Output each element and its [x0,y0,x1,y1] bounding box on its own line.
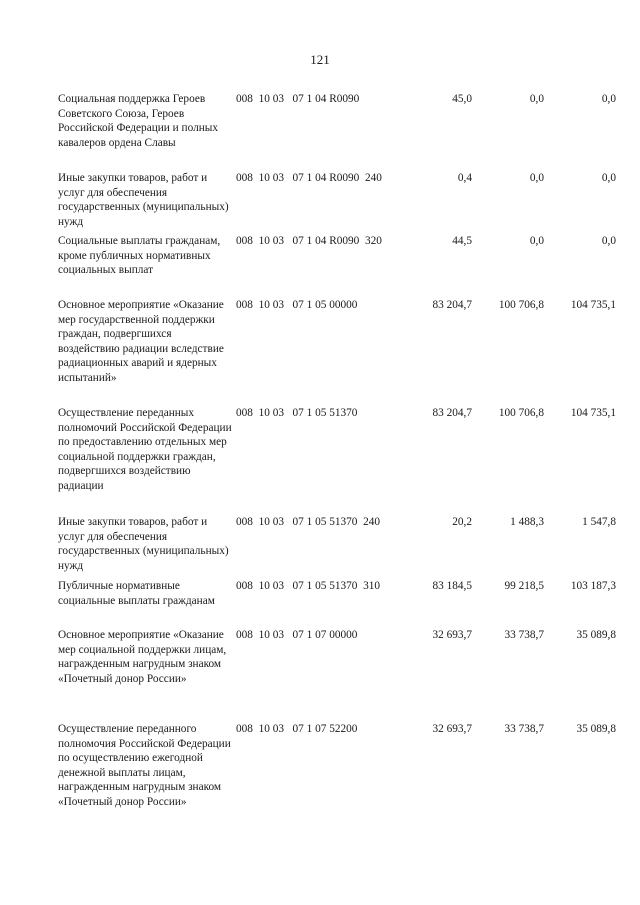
row-code: 008 10 03 07 1 04 R0090 240 [236,172,382,184]
row-value-2: 33 738,7 [504,723,544,735]
row-code: 008 10 03 07 1 07 00000 [236,629,358,641]
row-value-2: 1 488,3 [510,516,544,528]
page-number: 121 [310,52,330,67]
row-code: 008 10 03 07 1 04 R0090 [236,93,360,105]
row-value-3: 0,0 [601,235,616,247]
row-value-1: 83 204,7 [432,407,472,419]
row-value-1: 32 693,7 [432,723,472,735]
row-name: Осуществление переданных полномочий Российской Федерации по предоставлению отдельных мер социальной поддержки граждан, подвергшихся воздействию радиации [58,407,232,492]
row-value-3: 35 089,8 [576,629,616,641]
row-name: Основное мероприятие «Оказание мер социальной поддержки лицам, награжденным нагрудным знаком «Почетный донор России» [58,629,227,685]
row-name: Основное мероприятие «Оказание мер государственной поддержки граждан, подвергшихся воздействию радиации вследствие радиационных аварий и ядерных испытаний» [58,299,224,384]
row-name: Осуществление переданного полномочия Российской Федерации по осуществлению ежегодной денежной выплаты лицам, награжденным нагрудным знаком «Почетный донор России» [58,723,231,808]
row-value-3: 104 735,1 [570,299,616,311]
row-value-1: 20,2 [452,516,472,528]
row-value-1: 0,4 [457,172,472,184]
row-name: Социальная поддержка Героев Советского Союза, Героев Российской Федерации и полных кавалеров ордена Славы [58,93,219,149]
row-value-2: 100 706,8 [498,299,544,311]
row-value-1: 83 204,7 [432,299,472,311]
row-value-3: 0,0 [601,172,616,184]
row-name: Иные закупки товаров, работ и услуг для обеспечения государственных (муниципальных) нужд [58,516,229,572]
row-code: 008 10 03 07 1 05 51370 240 [236,516,381,528]
row-value-2: 100 706,8 [498,407,544,419]
row-code: 008 10 03 07 1 05 00000 [236,299,358,311]
row-value-3: 35 089,8 [576,723,616,735]
row-value-1: 44,5 [452,235,472,247]
row-value-1: 45,0 [452,93,472,105]
row-code: 008 10 03 07 1 05 51370 [236,407,358,419]
row-code: 008 10 03 07 1 07 52200 [236,723,358,735]
row-value-3: 104 735,1 [570,407,616,419]
row-value-2: 33 738,7 [504,629,544,641]
row-name: Публичные нормативные социальные выплаты гражданам [58,580,215,607]
row-value-2: 0,0 [529,172,544,184]
row-name: Иные закупки товаров, работ и услуг для обеспечения государственных (муниципальных) нужд [58,172,229,228]
row-name: Социальные выплаты гражданам, кроме публичных нормативных социальных выплат [58,235,221,277]
row-value-1: 32 693,7 [432,629,472,641]
row-value-3: 1 547,8 [582,516,616,528]
row-code: 008 10 03 07 1 05 51370 310 [236,580,381,592]
row-value-2: 99 218,5 [504,580,544,592]
row-value-2: 0,0 [529,93,544,105]
row-value-3: 103 187,3 [570,580,616,592]
row-code: 008 10 03 07 1 04 R0090 320 [236,235,382,247]
row-value-2: 0,0 [529,235,544,247]
row-value-1: 83 184,5 [432,580,472,592]
row-value-3: 0,0 [601,93,616,105]
